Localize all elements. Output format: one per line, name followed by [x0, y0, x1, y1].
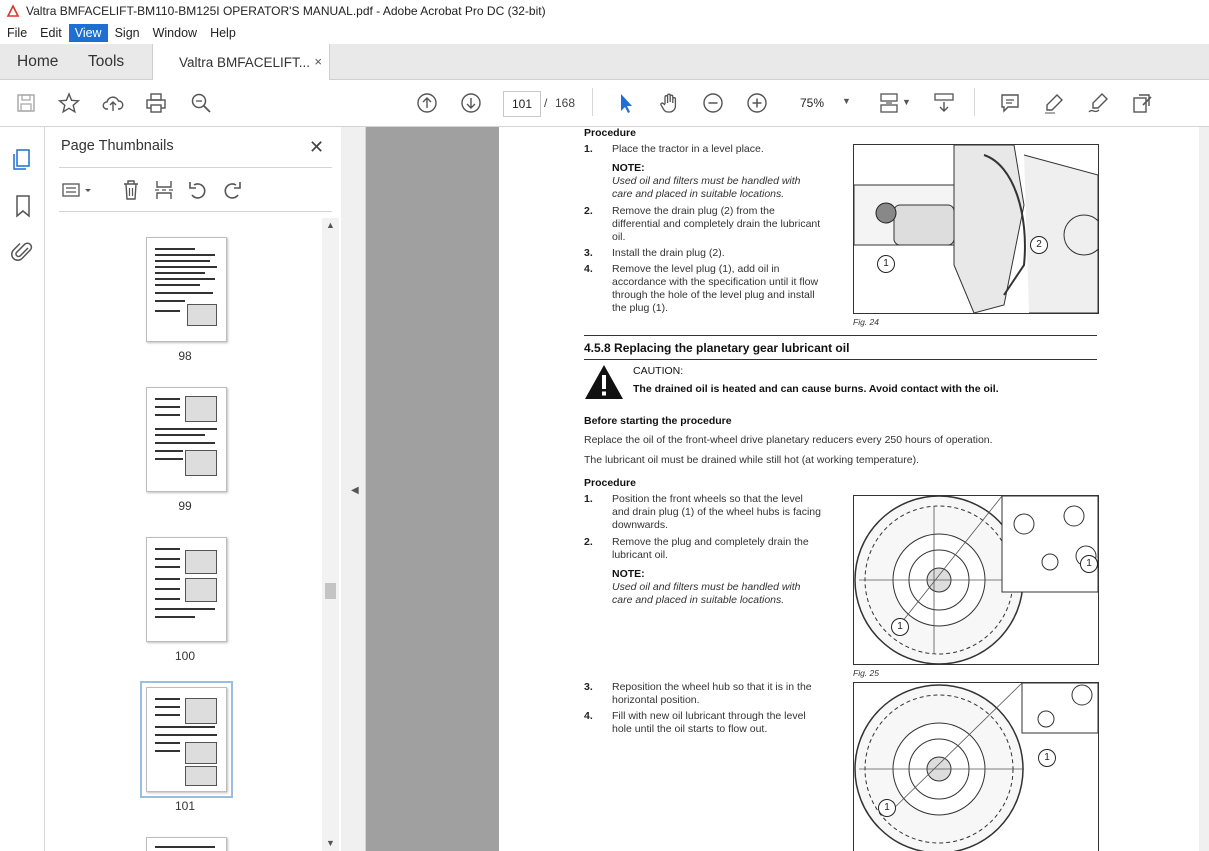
thumbnail-page-selected[interactable] — [146, 687, 227, 792]
scroll-mode-icon[interactable] — [932, 92, 956, 114]
page-number-input[interactable]: 101 — [503, 91, 541, 117]
chevron-down-icon: ▼ — [842, 96, 851, 106]
body-text: The lubricant oil must be drained while still hot (at working temperature). — [584, 454, 919, 466]
step-text: oil. — [612, 231, 626, 243]
note-text: care and placed in suitable locations. — [612, 594, 785, 606]
section-heading: 4.5.8 Replacing the planetary gear lubricant oil — [584, 341, 850, 355]
previous-page-icon[interactable] — [415, 92, 439, 114]
step-text: Fill with new oil lubricant through the level — [612, 710, 806, 722]
insert-page-icon[interactable] — [153, 179, 175, 201]
menu-help[interactable]: Help — [210, 26, 236, 40]
thumbnail-page[interactable] — [146, 837, 227, 851]
warning-triangle-icon — [584, 364, 624, 400]
step-number: 3. — [584, 247, 593, 259]
tab-close-icon[interactable]: × — [314, 54, 322, 69]
figure-caption: Fig. 24 — [853, 317, 879, 327]
before-heading: Before starting the procedure — [584, 415, 732, 427]
step-number: 2. — [584, 536, 593, 548]
callout-2: 2 — [1030, 236, 1048, 254]
procedure-heading: Procedure — [584, 477, 636, 489]
page-fit-icon[interactable] — [877, 92, 901, 114]
rotate-left-icon[interactable] — [187, 179, 209, 201]
note-text: Used oil and filters must be handled with — [612, 581, 801, 593]
collapse-arrow-icon[interactable]: ◀ — [351, 485, 359, 496]
thumbnail-label: 100 — [174, 649, 196, 663]
rotate-right-icon[interactable] — [221, 179, 243, 201]
pdf-page — [499, 127, 1199, 851]
step-text: Remove the plug and completely drain the — [612, 536, 809, 548]
zoom-in-icon[interactable] — [745, 92, 769, 114]
differential-drawing — [854, 145, 1098, 313]
menu-view[interactable]: View — [69, 24, 108, 42]
comment-icon[interactable] — [998, 92, 1022, 114]
callout-1: 1 — [1080, 555, 1098, 573]
step-number: 1. — [584, 143, 593, 155]
wheel-hub-horizontal-drawing — [854, 683, 1098, 851]
save-icon[interactable] — [14, 92, 38, 114]
step-number: 4. — [584, 263, 593, 275]
section-rule — [584, 335, 1097, 336]
attachments-paperclip-icon[interactable] — [11, 240, 35, 264]
body-text: Replace the oil of the front-wheel drive planetary reducers every 250 hours of operation. — [584, 434, 993, 446]
page-separator: / — [544, 96, 548, 110]
note-label: NOTE: — [612, 162, 645, 174]
thumbnail-list — [45, 222, 325, 851]
panel-divider — [59, 167, 332, 168]
thumbnail-label: 98 — [178, 349, 192, 363]
upload-cloud-icon[interactable] — [101, 92, 125, 114]
panel-divider — [59, 211, 332, 212]
window-title: Valtra BMFACELIFT-BM110-BM125I OPERATOR'S MANUAL.pdf - Adobe Acrobat Pro DC (32-bit) — [26, 4, 546, 18]
tab-bar — [0, 44, 1209, 80]
step-number: 4. — [584, 710, 593, 722]
page-total: 168 — [555, 96, 576, 110]
step-text: through the hole of the level plug and install — [612, 289, 815, 301]
highlight-pen-icon[interactable] — [1042, 92, 1066, 114]
step-text: Remove the drain plug (2) from the — [612, 205, 775, 217]
step-text: Reposition the wheel hub so that it is in the — [612, 681, 812, 693]
menu-window[interactable]: Window — [152, 26, 198, 40]
thumbnail-page[interactable] — [146, 237, 227, 342]
step-text: Position the front wheels so that the level — [612, 493, 803, 505]
acrobat-logo-icon — [6, 4, 20, 18]
step-text: and drain plug (1) of the wheel hubs is facing — [612, 506, 821, 518]
step-text: Install the drain plug (2). — [612, 247, 725, 259]
document-scrollbar[interactable] — [1199, 127, 1209, 851]
step-text: the plug (1). — [612, 302, 669, 314]
figure-caption: Fig. 25 — [853, 668, 879, 678]
step-number: 3. — [584, 681, 593, 693]
step-text: downwards. — [612, 519, 669, 531]
note-label: NOTE: — [612, 568, 645, 580]
left-navigation-rail — [0, 127, 45, 851]
panel-close-icon[interactable]: ✕ — [309, 137, 325, 157]
step-text: hole until the oil starts to flow out. — [612, 723, 768, 735]
callout-1: 1 — [891, 618, 909, 636]
panel-collapse-handle[interactable] — [341, 127, 366, 851]
panel-title: Page Thumbnails — [61, 138, 174, 154]
page-fit-chevron-icon[interactable]: ▼ — [902, 97, 911, 107]
step-number: 1. — [584, 493, 593, 505]
zoom-out-icon[interactable] — [701, 92, 725, 114]
step-text: Place the tractor in a level place. — [612, 143, 764, 155]
section-rule — [584, 359, 1097, 360]
zoom-search-icon[interactable] — [189, 92, 213, 114]
menu-file[interactable]: File — [7, 26, 28, 40]
page-thumbnails-icon[interactable] — [11, 147, 35, 171]
zoom-value: 75% — [800, 96, 825, 110]
page-thumbnails-panel — [45, 127, 342, 851]
zoom-select[interactable] — [786, 91, 856, 115]
tab-home[interactable]: Home — [17, 52, 59, 70]
bookmark-star-icon[interactable] — [57, 92, 81, 114]
scrollbar-thumb[interactable] — [325, 583, 336, 599]
step-text: lubricant oil. — [612, 549, 669, 561]
tab-tools[interactable]: Tools — [88, 52, 125, 70]
thumbnail-options-icon[interactable] — [61, 179, 95, 201]
bookmarks-icon[interactable] — [11, 194, 35, 218]
main-toolbar — [0, 80, 1209, 127]
caution-text: The drained oil is heated and can cause burns. Avoid contact with the oil. — [633, 383, 999, 395]
toolbar-divider — [974, 88, 975, 116]
callout-1: 1 — [877, 255, 895, 273]
note-text: care and placed in suitable locations. — [612, 188, 785, 200]
menu-edit[interactable]: Edit — [40, 26, 62, 40]
figure-25-image — [853, 495, 1099, 665]
sign-pen-icon[interactable] — [1086, 92, 1110, 114]
note-text: Used oil and filters must be handled with — [612, 175, 801, 187]
title-bar — [0, 0, 1209, 22]
step-text: differential and completely drain the lubricant — [612, 218, 821, 230]
thumbnail-label: 99 — [178, 499, 192, 513]
edit-tools-icon[interactable] — [1130, 92, 1154, 114]
caution-label: CAUTION: — [633, 365, 684, 377]
select-cursor-icon[interactable] — [614, 92, 638, 114]
scroll-down-icon[interactable]: ▼ — [326, 838, 335, 848]
thumbnail-page[interactable] — [146, 387, 227, 492]
thumbnail-scrollbar[interactable] — [322, 218, 339, 851]
thumbnail-page[interactable] — [146, 537, 227, 642]
wheel-hub-drawing — [854, 496, 1098, 664]
next-page-icon[interactable] — [459, 92, 483, 114]
hand-tool-icon[interactable] — [657, 92, 681, 114]
step-number: 2. — [584, 205, 593, 217]
toolbar-divider — [592, 88, 593, 116]
step-text: horizontal position. — [612, 694, 700, 706]
thumbnail-label: 101 — [174, 799, 196, 813]
menu-bar — [0, 22, 1209, 44]
figure-24-image — [853, 144, 1099, 314]
tab-document[interactable] — [152, 44, 330, 80]
tab-document-label: Valtra BMFACELIFT... — [179, 54, 311, 70]
callout-1: 1 — [878, 799, 896, 817]
menu-sign[interactable]: Sign — [114, 26, 140, 40]
procedure-heading: Procedure — [584, 127, 636, 139]
step-text: Remove the level plug (1), add oil in — [612, 263, 780, 275]
print-icon[interactable] — [144, 92, 168, 114]
step-text: accordance with the specification until it flow — [612, 276, 819, 288]
callout-1: 1 — [1038, 749, 1056, 767]
scroll-up-icon[interactable]: ▲ — [326, 220, 335, 230]
figure-26-image — [853, 682, 1099, 851]
delete-page-icon[interactable] — [120, 179, 142, 201]
